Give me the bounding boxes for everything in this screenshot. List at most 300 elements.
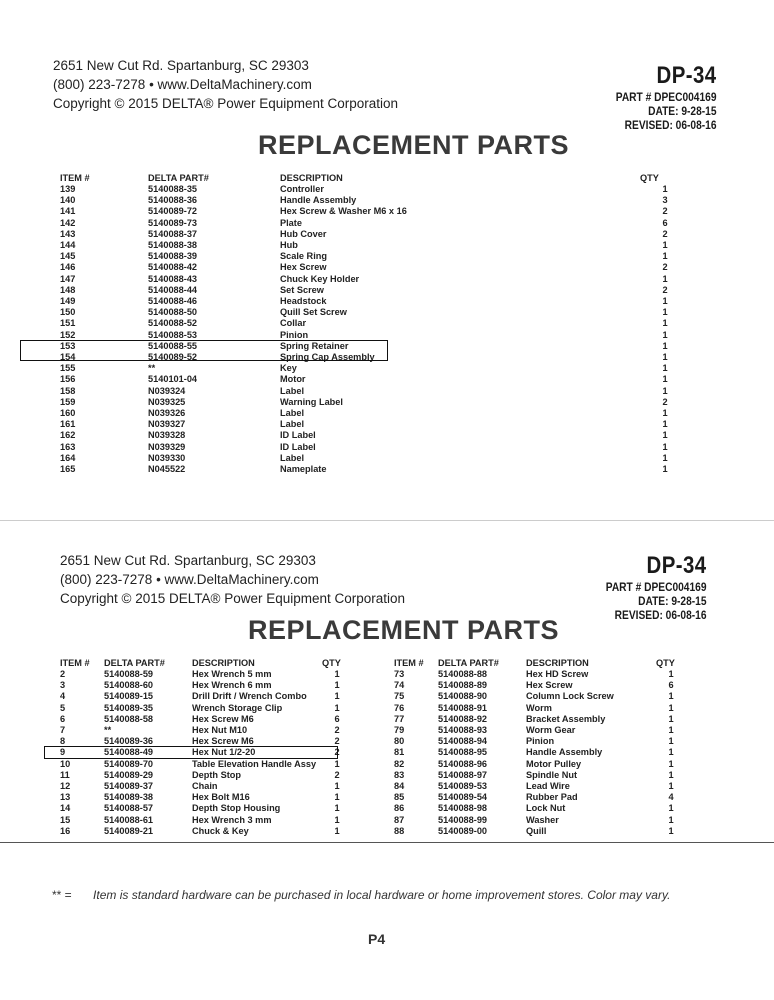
cell-part: 5140088-35 [148,184,198,194]
table-row [60,736,352,747]
cell-item: 152 [60,329,76,340]
footnote [52,888,670,902]
cell-desc: Worm [526,702,552,713]
table-row [60,770,352,781]
cell-item: 82 [394,758,405,769]
cell-item: 16 [60,825,71,836]
table-row [60,826,352,837]
cell-desc: Hex Screw [526,680,573,691]
cell-desc: Hex HD Screw [526,669,589,679]
cell-qty: 1 [668,758,674,769]
cell-item: 164 [60,452,76,463]
cell-part: 5140089-15 [104,691,154,702]
table-row [60,781,352,792]
cell-item: 140 [60,195,76,206]
cell-desc: Quill [526,825,547,836]
col-item: ITEM # [60,173,90,183]
cell-item: 142 [60,217,76,228]
cell-qty: 1 [668,691,674,702]
table-row [60,240,690,251]
cell-part: 5140088-36 [148,195,198,206]
cell-part: N039324 [148,385,186,396]
table-row [60,274,690,285]
cell-part: N039330 [148,452,186,463]
cell-item: 14 [60,803,71,814]
cell-part: 5140088-88 [438,669,488,679]
cell-desc: Hex Bolt M16 [192,792,250,803]
cell-part: 5140088-52 [148,318,198,329]
table-row [60,184,690,195]
table-row [60,218,690,229]
cell-qty: 2 [662,228,668,239]
cell-item: 144 [60,240,76,251]
table-row [60,669,352,680]
cell-part: N039328 [148,430,186,441]
cell-qty: 1 [662,251,668,262]
col-qty: QTY [322,658,341,668]
cell-desc: Hex Wrench 6 mm [192,680,272,691]
cell-desc: Spring Retainer [280,340,349,351]
cell-desc: Motor Pulley [526,758,582,769]
cell-desc: Chuck Key Holder [280,273,360,284]
table-row [394,703,686,714]
table-row [60,374,690,385]
cell-desc: Drill Drift / Wrench Combo [192,691,307,702]
cell-desc: Plate [280,217,302,228]
cell-qty: 6 [668,680,674,691]
col-part: DELTA PART# [438,658,499,668]
cell-part: 5140088-91 [438,702,488,713]
cell-part: 5140088-39 [148,251,198,262]
cell-item: 149 [60,296,76,307]
model-info [598,62,717,132]
cell-part: 5140089-36 [104,736,154,747]
cell-part: N039325 [148,396,186,407]
cell-item: 158 [60,385,76,396]
cell-desc: Label [280,385,304,396]
table-row [60,341,690,352]
cell-qty: 1 [662,273,668,284]
cell-part: 5140089-35 [104,702,154,713]
cell-item: 139 [60,184,76,194]
cell-desc: Collar [280,318,307,329]
cell-item: 79 [394,725,405,736]
cell-item: 86 [394,803,405,814]
cell-item: 4 [60,691,66,702]
cell-part: 5140089-72 [148,206,198,217]
table-row [394,826,686,837]
cell-qty: 2 [662,262,668,273]
cell-item: 165 [60,464,76,475]
cell-qty: 2 [662,206,668,217]
table-row [394,792,686,803]
cell-qty: 1 [334,781,340,792]
footnote-text: Item is standard hardware can be purchased in local hardware or home improvement stores. Color may vary. [93,888,671,902]
cell-qty: 1 [662,385,668,396]
cell-part: 5140089-21 [104,825,154,836]
table-row [60,408,690,419]
cell-part: 5140088-92 [438,713,488,724]
table-row [60,464,690,475]
cell-qty: 1 [334,669,340,679]
table-row [60,330,690,341]
table-row [60,680,352,691]
table-header [394,657,686,669]
cell-part: 5140088-97 [438,769,488,780]
cell-qty: 6 [334,713,340,724]
copyright: Copyright © 2015 DELTA® Power Equipment Corporation [53,96,399,111]
cell-item: 85 [394,792,405,803]
cell-item: 146 [60,262,76,273]
cell-qty: 1 [668,814,674,825]
cell-item: 148 [60,284,76,295]
cell-part: 5140089-73 [148,217,198,228]
table-row [60,307,690,318]
cell-qty: 1 [668,769,674,780]
cell-part: 5140088-46 [148,296,198,307]
cell-qty: 1 [662,352,668,363]
divider [0,842,774,843]
cell-desc: Spindle Nut [526,769,578,780]
table-row [60,285,690,296]
cell-desc: Hex Screw [280,262,327,273]
cell-qty: 2 [334,769,340,780]
cell-qty: 1 [668,736,674,747]
footnote-marker: ** = [52,888,72,902]
table-row [60,759,352,770]
cell-qty: 2 [334,736,340,747]
cell-part: ** [148,363,156,374]
cell-qty: 1 [668,702,674,713]
cell-item: 153 [60,340,76,351]
cell-item: 77 [394,713,405,724]
table-row [60,386,690,397]
col-desc: DESCRIPTION [192,658,255,668]
cell-item: 75 [394,691,405,702]
cell-item: 10 [60,758,71,769]
cell-desc: Bracket Assembly [526,713,606,724]
parts-table-bottom-left [60,657,352,837]
cell-qty: 1 [662,318,668,329]
divider [0,520,774,521]
cell-desc: Pinion [280,329,309,340]
col-qty: QTY [656,658,675,668]
copyright: Copyright © 2015 DELTA® Power Equipment Corporation [60,591,406,606]
cell-desc: Pinion [526,736,555,747]
table-row [60,803,352,814]
cell-item: 150 [60,307,76,318]
cell-qty: 1 [334,792,340,803]
cell-item: 154 [60,352,76,363]
cell-qty: 1 [662,374,668,385]
cell-item: 141 [60,206,76,217]
cell-qty: 1 [662,329,668,340]
cell-item: 83 [394,769,405,780]
cell-qty: 1 [662,184,668,194]
cell-desc: Chuck & Key [192,825,249,836]
contact: (800) 223-7278 • www.DeltaMachinery.com [53,77,312,92]
cell-desc: Hex Nut 1/2-20 [192,747,256,758]
table-row [60,251,690,262]
table-row [60,430,690,441]
table-row [394,736,686,747]
model-info-2 [588,552,707,622]
cell-qty: 2 [662,284,668,295]
cell-part: 5140088-90 [438,691,488,702]
cell-desc: Controller [280,184,324,194]
cell-qty: 1 [662,430,668,441]
cell-item: 9 [60,747,66,758]
cell-part: 5140088-98 [438,803,488,814]
col-item: ITEM # [394,658,424,668]
cell-qty: 1 [668,725,674,736]
cell-part: 5140088-44 [148,284,198,295]
cell-desc: Hex Wrench 5 mm [192,669,272,679]
cell-part: N039327 [148,419,186,430]
table-row [394,680,686,691]
cell-item: 73 [394,669,405,679]
cell-item: 155 [60,363,76,374]
col-qty: QTY [640,173,659,183]
table-row [60,453,690,464]
cell-item: 81 [394,747,405,758]
table-row [394,725,686,736]
cell-desc: Depth Stop Housing [192,803,281,814]
cell-desc: Wrench Storage Clip [192,702,283,713]
cell-item: 163 [60,441,76,452]
parts-table-bottom-right [394,657,686,837]
part-number: PART # DPEC004169 [615,90,716,104]
cell-part: 5140088-49 [104,747,154,758]
contact: (800) 223-7278 • www.DeltaMachinery.com [60,572,319,587]
cell-qty: 1 [668,713,674,724]
cell-desc: ID Label [280,430,316,441]
cell-item: 143 [60,228,76,239]
cell-part: 5140088-93 [438,725,488,736]
cell-qty: 1 [662,464,668,475]
cell-part: 5140101-04 [148,374,198,385]
cell-qty: 1 [334,758,340,769]
cell-part: 5140089-52 [148,352,198,363]
cell-qty: 1 [668,781,674,792]
cell-desc: Lock Nut [526,803,566,814]
cell-part: ** [104,725,112,736]
col-item: ITEM # [60,658,90,668]
cell-qty: 1 [334,814,340,825]
cell-part: 5140088-53 [148,329,198,340]
model-name: DP-34 [656,62,716,89]
cell-part: 5140088-37 [148,228,198,239]
cell-part: 5140088-38 [148,240,198,251]
cell-qty: 1 [662,296,668,307]
cell-desc: Label [280,419,304,430]
cell-qty: 1 [662,240,668,251]
cell-qty: 2 [662,396,668,407]
cell-item: 145 [60,251,76,262]
company-info [53,56,398,113]
table-row [394,747,686,758]
cell-qty: 1 [662,441,668,452]
model-name: DP-34 [646,552,706,579]
cell-part: 5140088-55 [148,340,198,351]
cell-part: 5140088-57 [104,803,154,814]
cell-desc: ID Label [280,441,316,452]
cell-item: 76 [394,702,405,713]
doc-date: DATE: 9-28-15 [647,104,716,118]
table-row [60,703,352,714]
table-row [60,296,690,307]
table-row [394,815,686,826]
section-title: REPLACEMENT PARTS [258,130,570,160]
cell-desc: Rubber Pad [526,792,578,803]
table-row [60,747,352,758]
cell-desc: Hub Cover [280,228,327,239]
cell-qty: 6 [662,217,668,228]
table-row [394,691,686,702]
cell-qty: 1 [334,803,340,814]
cell-qty: 1 [668,825,674,836]
cell-part: N039329 [148,441,186,452]
cell-desc: Hub [280,240,298,251]
cell-qty: 4 [668,792,674,803]
cell-item: 87 [394,814,405,825]
cell-part: 5140088-61 [104,814,154,825]
cell-item: 7 [60,725,66,736]
cell-item: 156 [60,374,76,385]
cell-desc: Motor [280,374,306,385]
cell-desc: Hex Screw & Washer M6 x 16 [280,206,407,217]
cell-qty: 1 [662,408,668,419]
cell-item: 80 [394,736,405,747]
cell-item: 161 [60,419,76,430]
cell-part: N039326 [148,408,186,419]
table-row [394,759,686,770]
cell-desc: Handle Assembly [526,747,603,758]
cell-part: 5140089-70 [104,758,154,769]
table-row [60,352,690,363]
cell-item: 162 [60,430,76,441]
table-row [394,781,686,792]
table-header [60,172,690,184]
col-part: DELTA PART# [148,173,209,183]
cell-item: 13 [60,792,71,803]
cell-qty: 1 [662,419,668,430]
cell-part: N045522 [148,464,186,475]
cell-desc: Depth Stop [192,769,241,780]
cell-qty: 1 [334,680,340,691]
cell-part: 5140088-42 [148,262,198,273]
cell-part: 5140089-29 [104,769,154,780]
cell-part: 5140089-54 [438,792,488,803]
cell-desc: Nameplate [280,464,327,475]
cell-item: 74 [394,680,405,691]
table-row [394,803,686,814]
cell-item: 159 [60,396,76,407]
table-row [60,419,690,430]
cell-qty: 1 [662,340,668,351]
cell-qty: 1 [662,307,668,318]
page-number: P4 [368,931,386,947]
cell-qty: 1 [662,452,668,463]
cell-part: 5140089-00 [438,825,488,836]
table-row [394,669,686,680]
table-row [60,195,690,206]
table-row [60,363,690,374]
cell-part: 5140088-96 [438,758,488,769]
cell-qty: 2 [334,725,340,736]
cell-item: 11 [60,769,70,780]
table-row [60,792,352,803]
cell-qty: 1 [334,702,340,713]
col-desc: DESCRIPTION [526,658,589,668]
cell-qty: 1 [668,747,674,758]
cell-item: 3 [60,680,66,691]
company-info-2 [60,551,405,608]
table-header [60,657,352,669]
cell-desc: Hex Screw M6 [192,713,254,724]
cell-qty: 3 [662,195,668,206]
cell-item: 147 [60,273,76,284]
cell-qty: 1 [662,363,668,374]
cell-qty: 1 [668,669,674,679]
cell-desc: Washer [526,814,559,825]
parts-table-top [60,172,690,475]
cell-desc: Hex Screw M6 [192,736,254,747]
cell-item: 84 [394,781,405,792]
cell-desc: Label [280,452,304,463]
cell-qty: 2 [334,747,340,758]
col-desc: DESCRIPTION [280,173,343,183]
cell-qty: 1 [334,825,340,836]
cell-desc: Quill Set Screw [280,307,347,318]
address: 2651 New Cut Rd. Spartanburg, SC 29303 [53,58,309,73]
cell-desc: Hex Wrench 3 mm [192,814,272,825]
cell-desc: Table Elevation Handle Assy [192,758,317,769]
col-part: DELTA PART# [104,658,165,668]
table-row [60,262,690,273]
cell-desc: Hex Nut M10 [192,725,248,736]
cell-desc: Headstock [280,296,327,307]
cell-item: 15 [60,814,71,825]
cell-item: 6 [60,713,66,724]
cell-desc: Scale Ring [280,251,327,262]
cell-desc: Lead Wire [526,781,570,792]
part-number: PART # DPEC004169 [605,580,706,594]
cell-item: 12 [60,781,71,792]
address: 2651 New Cut Rd. Spartanburg, SC 29303 [60,553,316,568]
cell-part: 5140089-53 [438,781,488,792]
cell-part: 5140088-60 [104,680,154,691]
cell-part: 5140088-43 [148,273,198,284]
cell-part: 5140088-59 [104,669,154,679]
section-title-2: REPLACEMENT PARTS [248,615,560,645]
table-row [60,318,690,329]
table-row [60,229,690,240]
cell-desc: Handle Assembly [280,195,357,206]
cell-part: 5140088-94 [438,736,488,747]
cell-desc: Worm Gear [526,725,576,736]
table-row [60,442,690,453]
table-row [60,206,690,217]
table-row [60,725,352,736]
cell-item: 88 [394,825,405,836]
cell-desc: Warning Label [280,396,343,407]
cell-desc: Chain [192,781,218,792]
table-row [60,691,352,702]
table-row [60,815,352,826]
cell-item: 8 [60,736,66,747]
cell-desc: Label [280,408,304,419]
